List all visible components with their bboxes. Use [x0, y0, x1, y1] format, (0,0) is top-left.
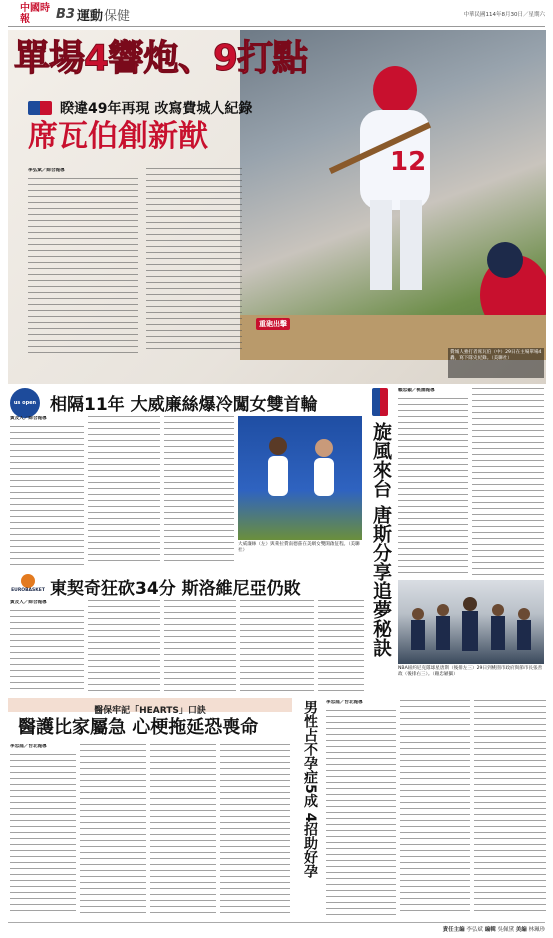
section-name: 運動 [76, 8, 103, 24]
section-sub: 保健 [103, 8, 130, 24]
nba-photo-caption: NBA紐約尼克隊球星唐斯（後排左三）29日到桃園市政府與節市長張善政（後排右三）。（賴忠穎攝） [398, 666, 543, 677]
male-infertility-body-col-2 [400, 700, 470, 916]
svg-text:12: 12 [390, 147, 427, 177]
mlb-logo-icon [28, 101, 52, 115]
us-open-logo-text: us open [13, 400, 37, 406]
nba-body-col-2 [472, 388, 544, 576]
credit-end: 美編 [515, 927, 527, 933]
eurobasket-logo [10, 574, 46, 598]
nba-logo-icon [372, 388, 388, 416]
tennis-photo [238, 416, 362, 540]
section-badge [56, 5, 130, 23]
male-infertility-headline: 男性占不孕症5成 4招助好孕 [302, 700, 318, 879]
credit-mid: 編輯 [484, 927, 496, 933]
eurobasket-body-col-1 [10, 610, 84, 692]
top-photo-caption: 費城人強打者席瓦伯（中）29日在主場單場4轟，寫下隊史紀錄。（美聯社） [448, 348, 544, 378]
eurobasket-story [8, 574, 364, 694]
top-story [8, 30, 546, 384]
health-banner-text: 醫保牢記「HEARTS」口訣 [94, 706, 206, 716]
top-body-col-1 [28, 178, 138, 354]
designer-name: 吳佩黛 [497, 927, 514, 933]
footer-rule [8, 922, 545, 923]
top-byline: 李弘斌／綜合報導 [28, 168, 65, 173]
tennis-body-col-3 [164, 416, 234, 566]
health-byline: 李忠庭／台北報導 [10, 744, 47, 749]
artist-name: 林珮珍 [528, 927, 545, 933]
tennis-story [8, 386, 364, 570]
tennis-headline: 相隔11年 大威廉絲爆冷闖女雙首輪 [50, 395, 318, 415]
credit-prefix: 責任主編 [442, 927, 465, 933]
footer-credits [443, 925, 545, 933]
top-subhead: 睽違49年再現 改寫費城人紀錄 [60, 101, 253, 117]
eurobasket-body-col-3 [164, 600, 236, 692]
nba-body-col-1 [398, 398, 468, 576]
tennis-players-illustration [238, 416, 362, 540]
eurobasket-logo-text: EUROBASKET [11, 588, 45, 593]
eurobasket-body-col-2 [88, 600, 160, 692]
top-headline: 單場4響炮、9打點 [14, 38, 308, 79]
male-infertility-byline: 李忠庭／台北報導 [326, 700, 363, 705]
nba-story [368, 386, 548, 694]
masthead [0, 0, 553, 30]
eurobasket-byline: 黃及人／綜合報導 [10, 600, 47, 605]
us-open-logo [10, 388, 40, 418]
newspaper-logo: 中國時報 [20, 3, 50, 25]
eurobasket-body-col-4 [240, 600, 314, 692]
male-infertility-story [296, 698, 548, 918]
masthead-rule [8, 26, 545, 27]
tennis-body-col-1 [10, 426, 84, 566]
nba-group-illustration [398, 580, 544, 664]
nba-photo [398, 580, 544, 664]
health-story [8, 698, 292, 918]
photo-tag: 重砲出擊 [256, 318, 290, 330]
health-body-col-2 [80, 744, 146, 916]
health-body-col-3 [150, 744, 216, 916]
top-headline-2: 席瓦伯創新猷 [28, 119, 208, 154]
section-code: B3 [56, 6, 75, 22]
eurobasket-headline: 東契奇狂砍34分 斯洛維尼亞仍敗 [50, 579, 301, 599]
tennis-byline: 黃及人／綜合報導 [10, 416, 47, 421]
tennis-photo-caption: 大威廉絲（左）與萊拉費南德茲在美網女雙開啟征程。（美聯社） [238, 542, 360, 553]
nba-headline: 旋風來台 唐斯分享追夢秘訣 [370, 422, 392, 657]
health-headline: 醫護比家屬急 心梗拖延恐喪命 [18, 717, 259, 738]
health-body-col-4 [220, 744, 290, 916]
health-banner [8, 698, 292, 716]
issue-date: 中華民國114年8月30日／星期六 [463, 12, 545, 18]
tennis-body-col-2 [88, 416, 160, 566]
basketball-icon [21, 574, 35, 588]
health-body-col-1 [10, 754, 76, 916]
male-infertility-body-col-1 [326, 710, 396, 916]
nba-byline: 賴忠穎／桃園報導 [398, 388, 435, 393]
male-infertility-body-col-3 [474, 700, 546, 916]
eurobasket-body-col-5 [318, 600, 364, 692]
top-body-col-2 [146, 168, 242, 354]
top-subhead-row [28, 98, 252, 118]
editor-name: 李弘斌 [466, 927, 483, 933]
